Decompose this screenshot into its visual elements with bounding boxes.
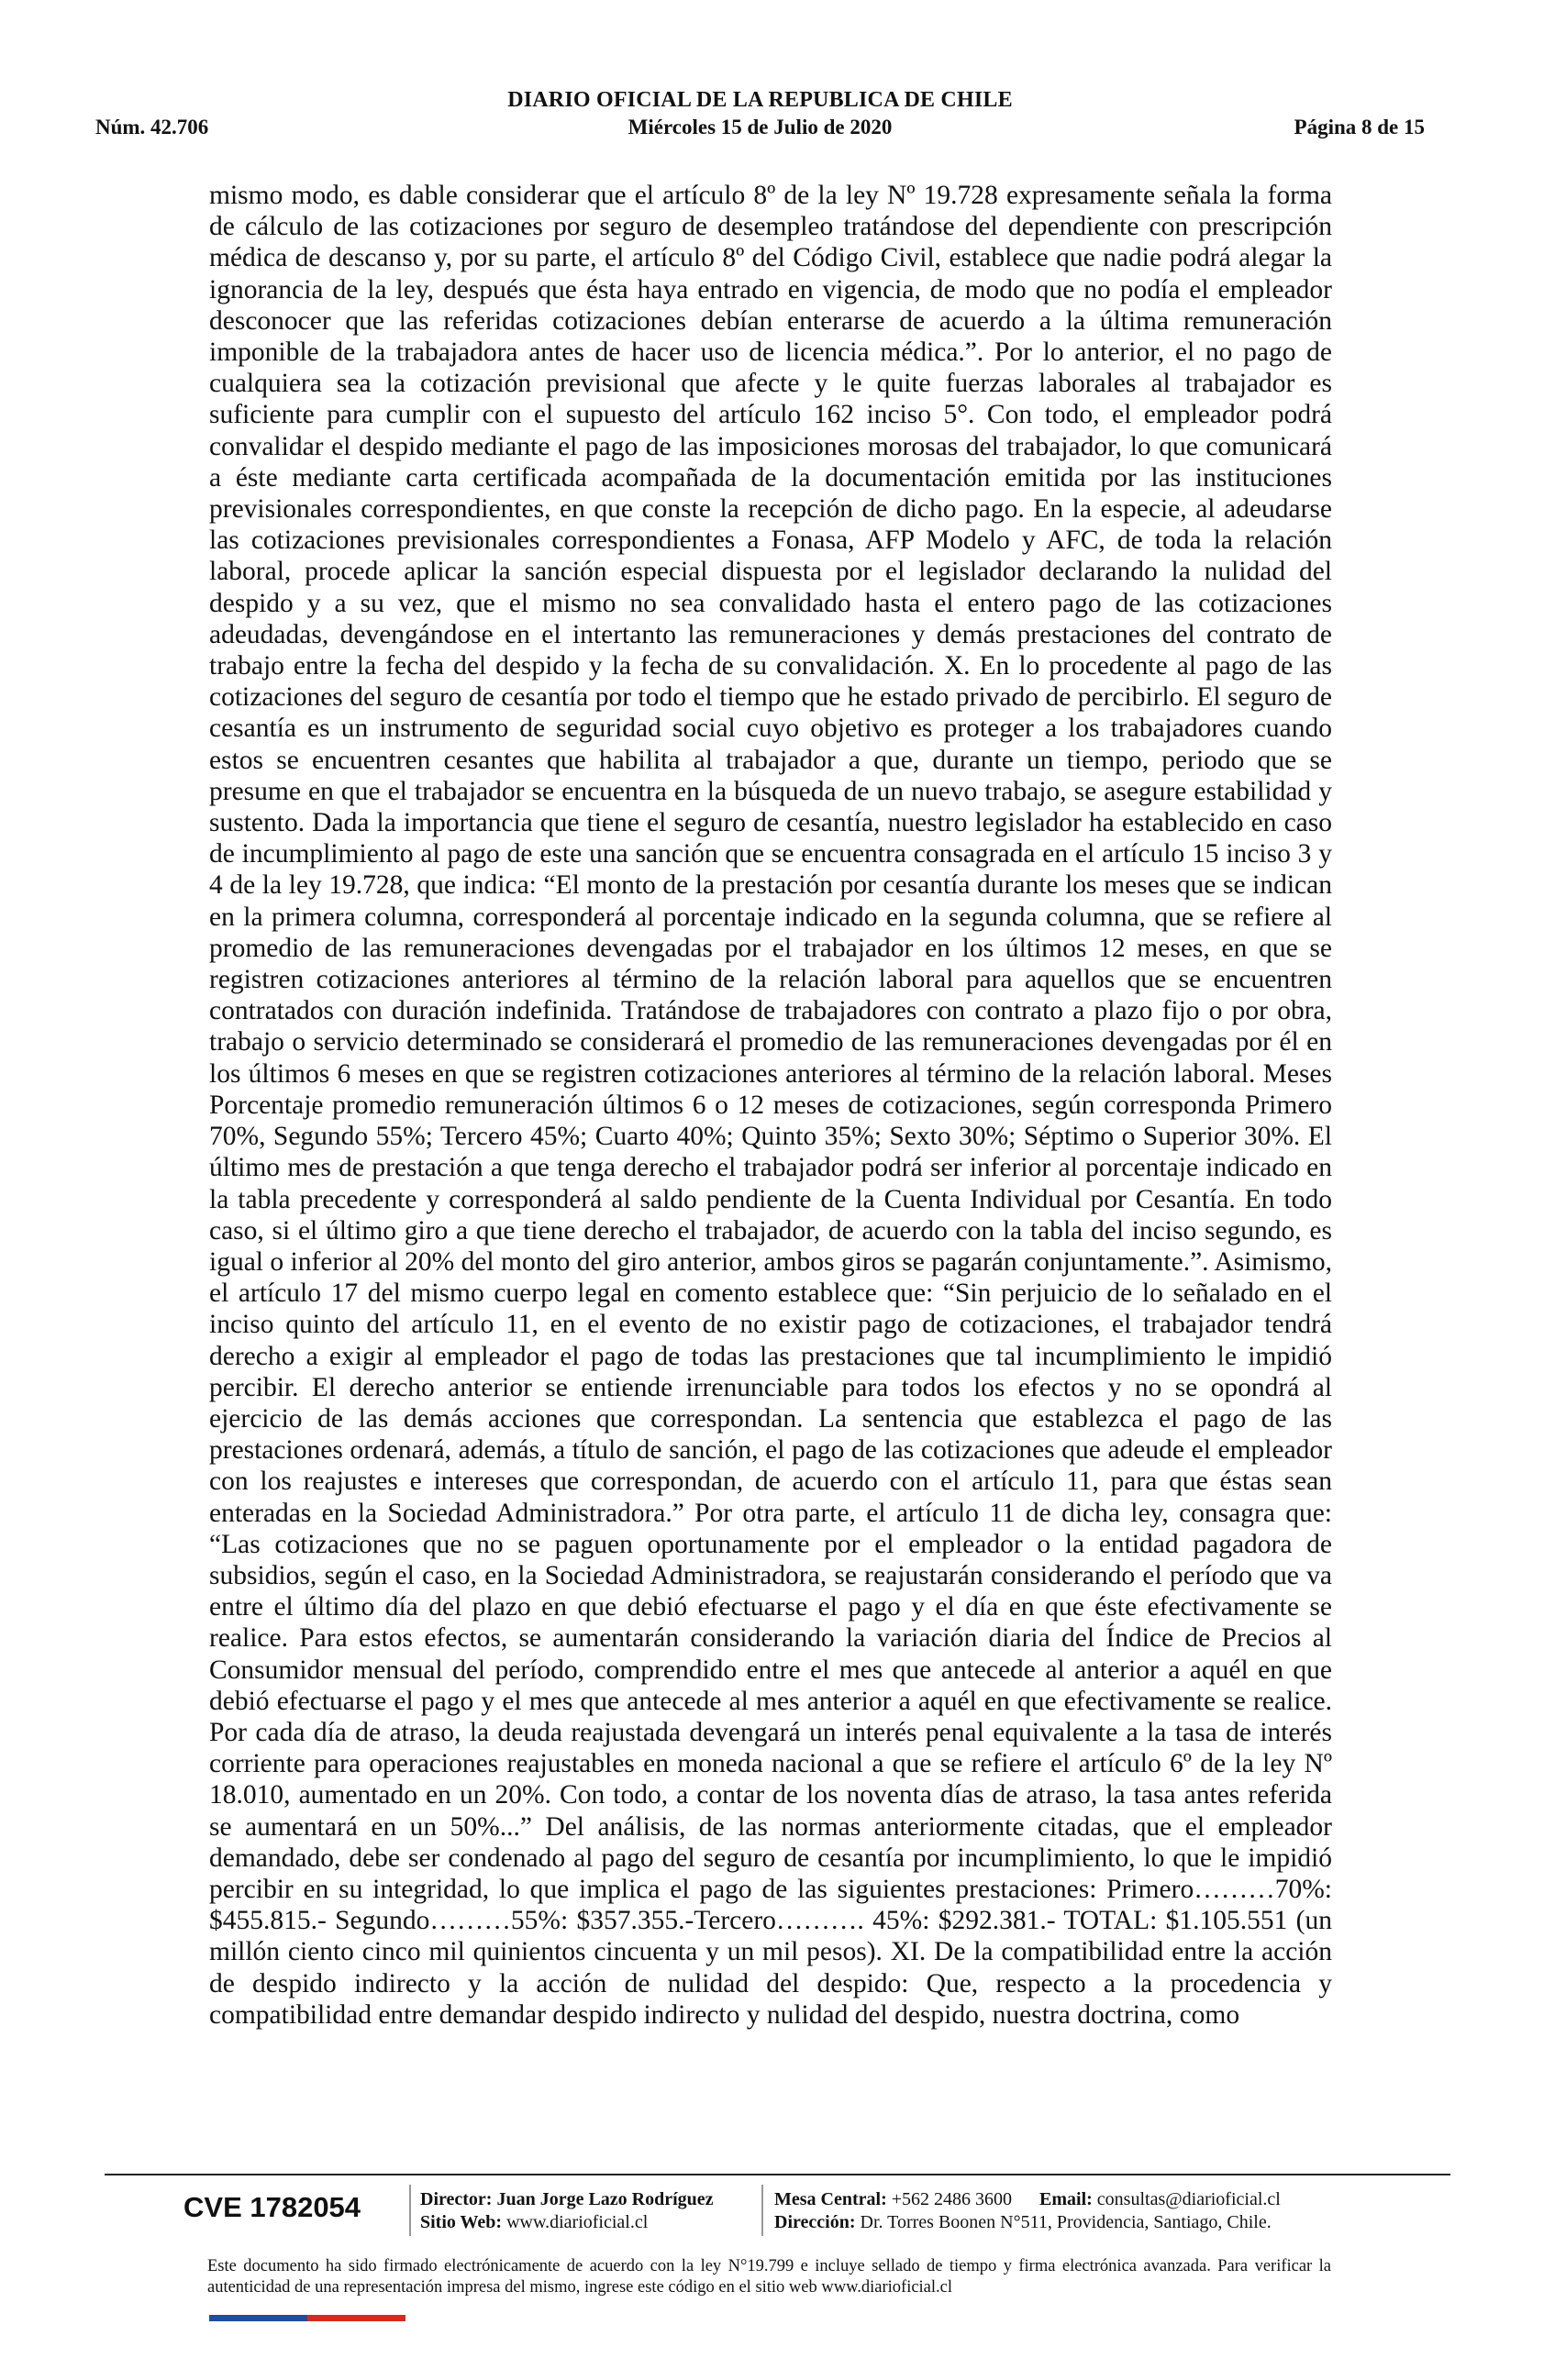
footer-contact-block xyxy=(774,2188,1281,2234)
director-name: Juan Jorge Lazo Rodríguez xyxy=(496,2189,714,2209)
address-text: Dr. Torres Boonen N°511, Providencia, Santiago, Chile. xyxy=(860,2212,1272,2232)
issue-number: Núm. 42.706 xyxy=(95,116,209,138)
body-paragraph: mismo modo, es dable considerar que el artículo 8º de la ley Nº 19.728 expresamente señala la forma de cálculo de las cotizaciones por seguro de desempleo tratándose del dependiente con prescripción médica de descanso y, por su parte, el artículo 8º del Código Civil, establece que nadie podrá alegar la ignorancia de la ley, después que ésta haya entrado en vigencia, de modo que no podía el empleador desconocer que las referidas cotizaciones debían enterarse de acuerdo a la última remuneración imponible de la trabajadora antes de hacer uso de licencia médica.”. Por lo anterior, el no pago de cualquiera sea la cotización previsional que afecte y le quite fuerzas laborales al trabajador es suficiente para cumplir con el supuesto del artículo 162 inciso 5°. Con todo, el empleador podrá convalidar el despido mediante el pago de las imposiciones morosas del trabajador, lo que comunicará a éste mediante carta certificada acompañada de la documentación emitida por las instituciones previsionales correspondientes, en que conste la recepción de dicho pago. En la especie, al adeudarse las cotizaciones previsionales correspondientes a Fonasa, AFP Modelo y AFC, de toda la relación laboral, procede aplicar la sanción especial dispuesta por el legislador declarando la nulidad del despido y a su vez, que el mismo no sea convalidado hasta el entero pago de las cotizaciones adeudadas, devengándose en el intertanto las remuneraciones y demás prestaciones del contrato de trabajo entre la fecha del despido y la fecha de su convalidación. X. En lo procedente al pago de las cotizaciones del seguro de cesantía por todo el tiempo que he estado privado de percibirlo. El seguro de cesantía es un instrumento de seguridad social cuyo objetivo es proteger a los trabajadores cuando estos se encuentren cesantes que habilita al trabajador a que, durante un tiempo, periodo que se presume en que el trabajador se encuentra en la búsqueda de un nuevo trabajo, se asegure estabilidad y sustento. Dada la importancia que tiene el seguro de cesantía, nuestro legislador ha establecido en caso de incumplimiento al pago de este una sanción que se encuentra consagrada en el artículo 15 inciso 3 y 4 de la ley 19.728, que indica: “El monto de la prestación por cesantía durante los meses que se indican en la primera columna, corresponderá al porcentaje indicado en la segunda columna, que se refiere al promedio de las remuneraciones devengadas por el trabajador en los últimos 12 meses, en que se registren cotizaciones anteriores al término de la relación laboral para aquellos que se encuentren contratados con duración indefinida. Tratándose de trabajadores con contrato a plazo fijo o por obra, trabajo o servicio determinado se considerará el promedio de las remuneraciones devengadas por él en los últimos 6 meses en que se registren cotizaciones anteriores al término de la relación laboral. Meses Porcentaje promedio remuneración últimos 6 o 12 meses de cotizaciones, según corresponda Primero 70%, Segundo 55%; Tercero 45%; Cuarto 40%; Quinto 35%; Sexto 30%; Séptimo o Superior 30%. El último mes de prestación a que tenga derecho el trabajador podrá ser inferior al porcentaje indicado en la tabla precedente y corresponderá al saldo pendiente de la Cuenta Individual por Cesantía. En todo caso, si el último giro a que tiene derecho el trabajador, de acuerdo con la tabla del inciso segundo, es igual o inferior al 20% del monto del giro anterior, ambos giros se pagarán conjuntamente.”. Asimismo, el artículo 17 del mismo cuerpo legal en comento establece que: “Sin perjuicio de lo señalado en el inciso quinto del artículo 11, en el evento de no existir pago de cotizaciones, el trabajador tendrá derecho a exigir al empleador el pago de todas las prestaciones que tal incumplimiento le impidió percibir. El derecho anterior se entiende irrenunciable para todos los efectos y no se opondrá al ejercicio de las demás acciones que correspondan. La sentencia que establezca el pago de las prestaciones ordenará, además, a título de sanción, el pago de las cotizaciones que adeude el empleador con los reajustes e intereses que correspondan, de acuerdo con el artículo 11, para que éstas sean enteradas en la Sociedad Administradora.” Por otra parte, el artículo 11 de dicha ley, consagra que: “Las cotizaciones que no se paguen oportunamente por el empleador o la entidad pagadora de subsidios, según el caso, en la Sociedad Administradora, se reajustarán considerando el período que va entre el último día del plazo en que debió efectuarse el pago y el día en que éste efectivamente se realice. Para estos efectos, se aumentarán considerando la variación diaria del Índice de Precios al Consumidor mensual del período, comprendido entre el mes que antecede al anterior a aquél en que debió efectuarse el pago y el mes que antecede al mes anterior a aquél en que efectivamente se realice. Por cada día de atraso, la deuda reajustada devengará un interés penal equivalente a la tasa de interés corriente para operaciones reajustables en moneda nacional a que se refiere el artículo 6º de la ley Nº 18.010, aumentado en un 20%. Con todo, a contar de los noventa días de atraso, la tasa antes referida se aumentará en un 50%...” Del análisis, de las normas anteriormente citadas, que el empleador demandado, debe ser condenado al pago del seguro de cesantía por incumplimiento, lo que le impidió percibir en su integridad, lo que implica el pago de las siguientes prestaciones: Primero………70%: $455.815.- Segundo………55%: $357.355.-Tercero………. 45%: $292.381.- TOTAL: $1.105.551 (un millón ciento cinco mil quinientos cincuenta y un mil pesos). XI. De la compatibilidad entre la acción de despido indirecto y la acción de nulidad del despido: Que, respecto a la procedencia y compatibilidad entre demandar despido indirecto y nulidad del despido, nuestra doctrina, como xyxy=(209,181,1332,2030)
phone-label: Mesa Central: xyxy=(774,2189,887,2209)
flag-stripe-blue xyxy=(209,2315,307,2321)
footer-separator xyxy=(409,2185,411,2236)
page-number: Página 8 de 15 xyxy=(1294,116,1425,138)
footer-divider xyxy=(105,2174,1450,2175)
address-label: Dirección: xyxy=(774,2212,856,2232)
cve-code: CVE 1782054 xyxy=(183,2191,361,2223)
signature-disclaimer: Este documento ha sido firmado electrónicamente de acuerdo con la ley N°19.799 e incluye sellado de tiempo y firma electrónica avanzada. Para verificar la autenticidad de una representación impresa del mismo, ingrese este código en el sitio web www.diarioficial.cl xyxy=(207,2257,1331,2297)
footer-separator xyxy=(761,2185,763,2236)
website-line xyxy=(420,2211,714,2234)
contact-line xyxy=(774,2188,1281,2211)
flag-stripe xyxy=(209,2315,405,2321)
issue-date: Miércoles 15 de Julio de 2020 xyxy=(628,116,893,138)
document-body xyxy=(209,180,1332,2152)
publication-title: DIARIO OFICIAL DE LA REPUBLICA DE CHILE xyxy=(507,88,1013,112)
website-label: Sitio Web: xyxy=(420,2212,503,2232)
flag-stripe-red xyxy=(307,2315,405,2321)
director-line xyxy=(420,2188,714,2211)
director-label: Director: xyxy=(420,2189,493,2209)
phone-number: +562 2486 3600 xyxy=(891,2189,1013,2209)
email-link[interactable]: consultas@diarioficial.cl xyxy=(1096,2189,1281,2209)
page-header xyxy=(95,88,1425,145)
footer-director-block xyxy=(420,2188,714,2234)
address-line xyxy=(774,2211,1281,2234)
email-label: Email: xyxy=(1039,2189,1093,2209)
website-link[interactable]: www.diarioficial.cl xyxy=(506,2212,649,2232)
